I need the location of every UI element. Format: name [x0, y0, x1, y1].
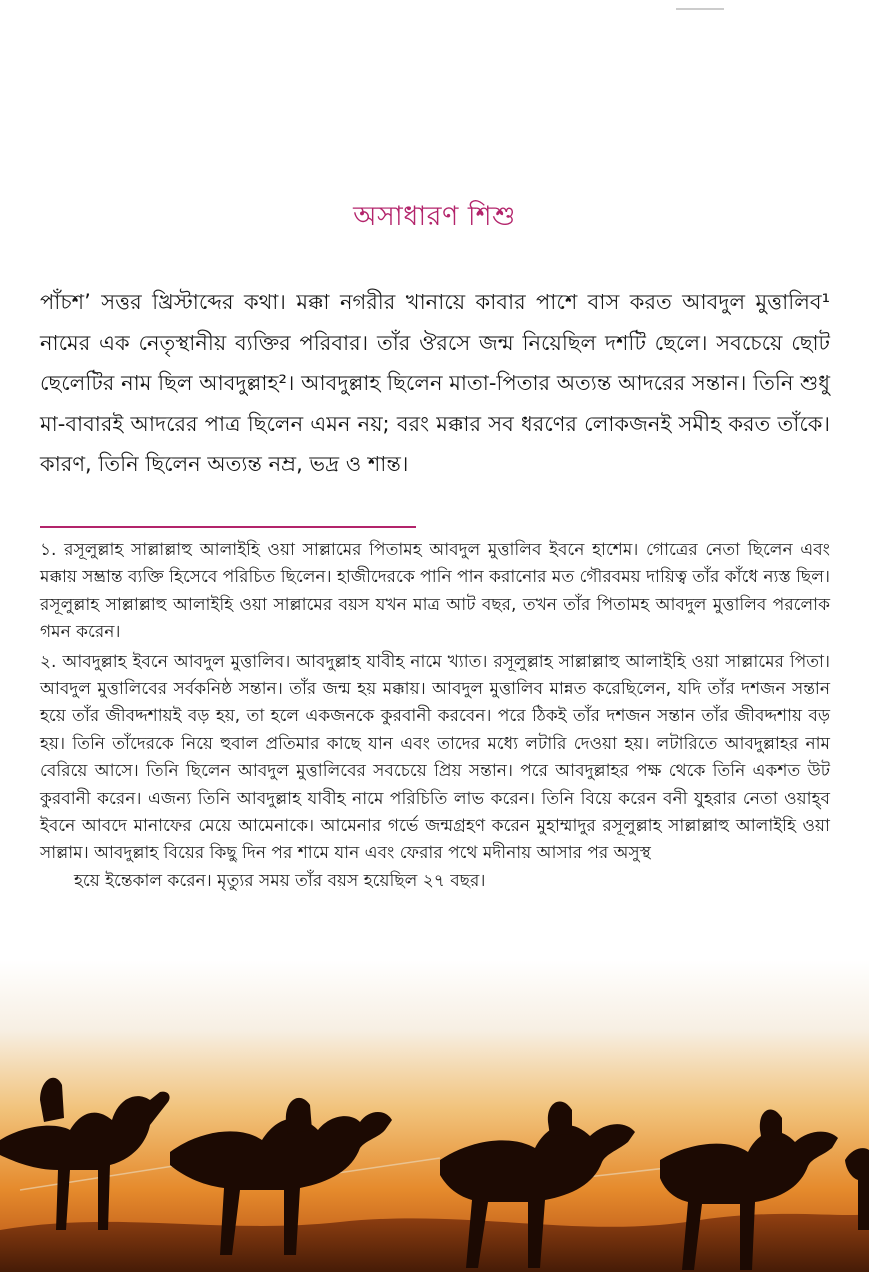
footnotes	[40, 537, 830, 897]
footnote-last-line: হয়ে ইন্তেকাল করেন। মৃত্যুর সময় তাঁর বয়স হয়েছিল ২৭ বছর।	[74, 870, 486, 891]
page-title: অসাধারণ শিশু	[353, 201, 516, 232]
scan-mark	[676, 8, 724, 10]
footnote-2	[40, 649, 830, 896]
footnote-1	[40, 537, 830, 647]
camel-caravan-icon	[0, 1030, 869, 1272]
footnote-text: রসূলুল্লাহ সাল্লাল্লাহু আলাইহি ওয়া সাল্লামের পিতামহ আবদুল মুত্তালিব ইবনে হাশেম। গোত্রের নেতা ছিলেন এবং মক্কায় সম্ভ্রান্ত ব্যক্তি হিসেবে পরিচিত ছিলেন। হাজীদেরকে পানি পান করানোর মত গৌরবময় দায়িত্ব তাঁর কাঁধে ন্যস্ত ছিল। রসূলুল্লাহ সাল্লাল্লাহু আলাইহি ওয়া সাল্লামের বয়স যখন মাত্র আট বছর, তখন তাঁর পিতামহ আবদুল মুত্তালিব পরলোক গমন করেন।	[40, 540, 831, 643]
main-paragraph: পাঁচশ’ সত্তর খ্রিস্টাব্দের কথা। মক্কা নগরীর খানায়ে কাবার পাশে বাস করত আবদুল মুত্তালিব¹ নামের এক নেতৃস্থানীয় ব্যক্তির পরিবার। তাঁর ঔরসে জন্ম নিয়েছিল দশটি ছেলে। সবচেয়ে ছোট ছেলেটির নাম ছিল আবদুল্লাহ²। আবদুল্লাহ ছিলেন মাতা-পিতার অত্যন্ত আদরের সন্তান। তিনি শুধু মা-বাবারই আদরের পাত্র ছিলেন এমন নয়; বরং মক্কার সব ধরণের লোকজনই সমীহ করত তাঁকে। কারণ, তিনি ছিলেন অত্যন্ত নম্র, ভদ্র ও শান্ত।	[40, 290, 830, 476]
footnote-marker: ২.	[40, 651, 57, 672]
footnote-text: আবদুল্লাহ ইবনে আবদুল মুত্তালিব। আবদুল্লাহ যাবীহ নামে খ্যাত। রসূলুল্লাহ সাল্লাল্লাহু আলাইহি ওয়া সাল্লামের পিতা। আবদুল মুত্তালিবের সর্বকনিষ্ঠ সন্তান। তাঁর জন্ম হয় মক্কায়। আবদুল মুত্তালিব মান্নত করেছিলেন, যদি তাঁর দশজন সন্তান হয়ে তাঁর জীবদ্দশায়ই বড় হয়, তা হলে একজনকে কুরবানী করবেন। পরে ঠিকই তাঁর দশজন সন্তান তাঁর জীবদ্দশায় বড় হয়। তিনি তাঁদেরকে নিয়ে হুবাল প্রতিমার কাছে যান এবং তাদের মধ্যে লটারি দেওয়া হয়। লটারিতে আবদুল্লাহর নাম বেরিয়ে আসে। তিনি ছিলেন আবদুল মুত্তালিবের সবচেয়ে প্রিয় সন্তান। পরে আবদুল্লাহর পক্ষ থেকে তিনি একশত উট কুরবানী করেন। এজন্য তিনি আবদুল্লাহ যাবীহ নামে পরিচিতি লাভ করেন। তিনি বিয়ে করেন বনী যুহরার নেতা ওয়াহ্‌ব ইবনে আবদে মানাফের মেয়ে আমেনাকে। আমেনার গর্ভে জন্মগ্রহণ করেন মুহাম্মাদুর রসূলুল্লাহ সাল্লাল্লাহু আলাইহি ওয়া সাল্লাম। আবদুল্লাহ বিয়ের কিছু দিন পর শামে যান এবং ফেরার পথে মদীনায় আসার পর অসুস্থ	[40, 651, 831, 864]
footnote-divider	[40, 526, 416, 528]
footnote-marker: ১.	[40, 540, 57, 560]
camel-silhouette	[0, 1078, 170, 1230]
